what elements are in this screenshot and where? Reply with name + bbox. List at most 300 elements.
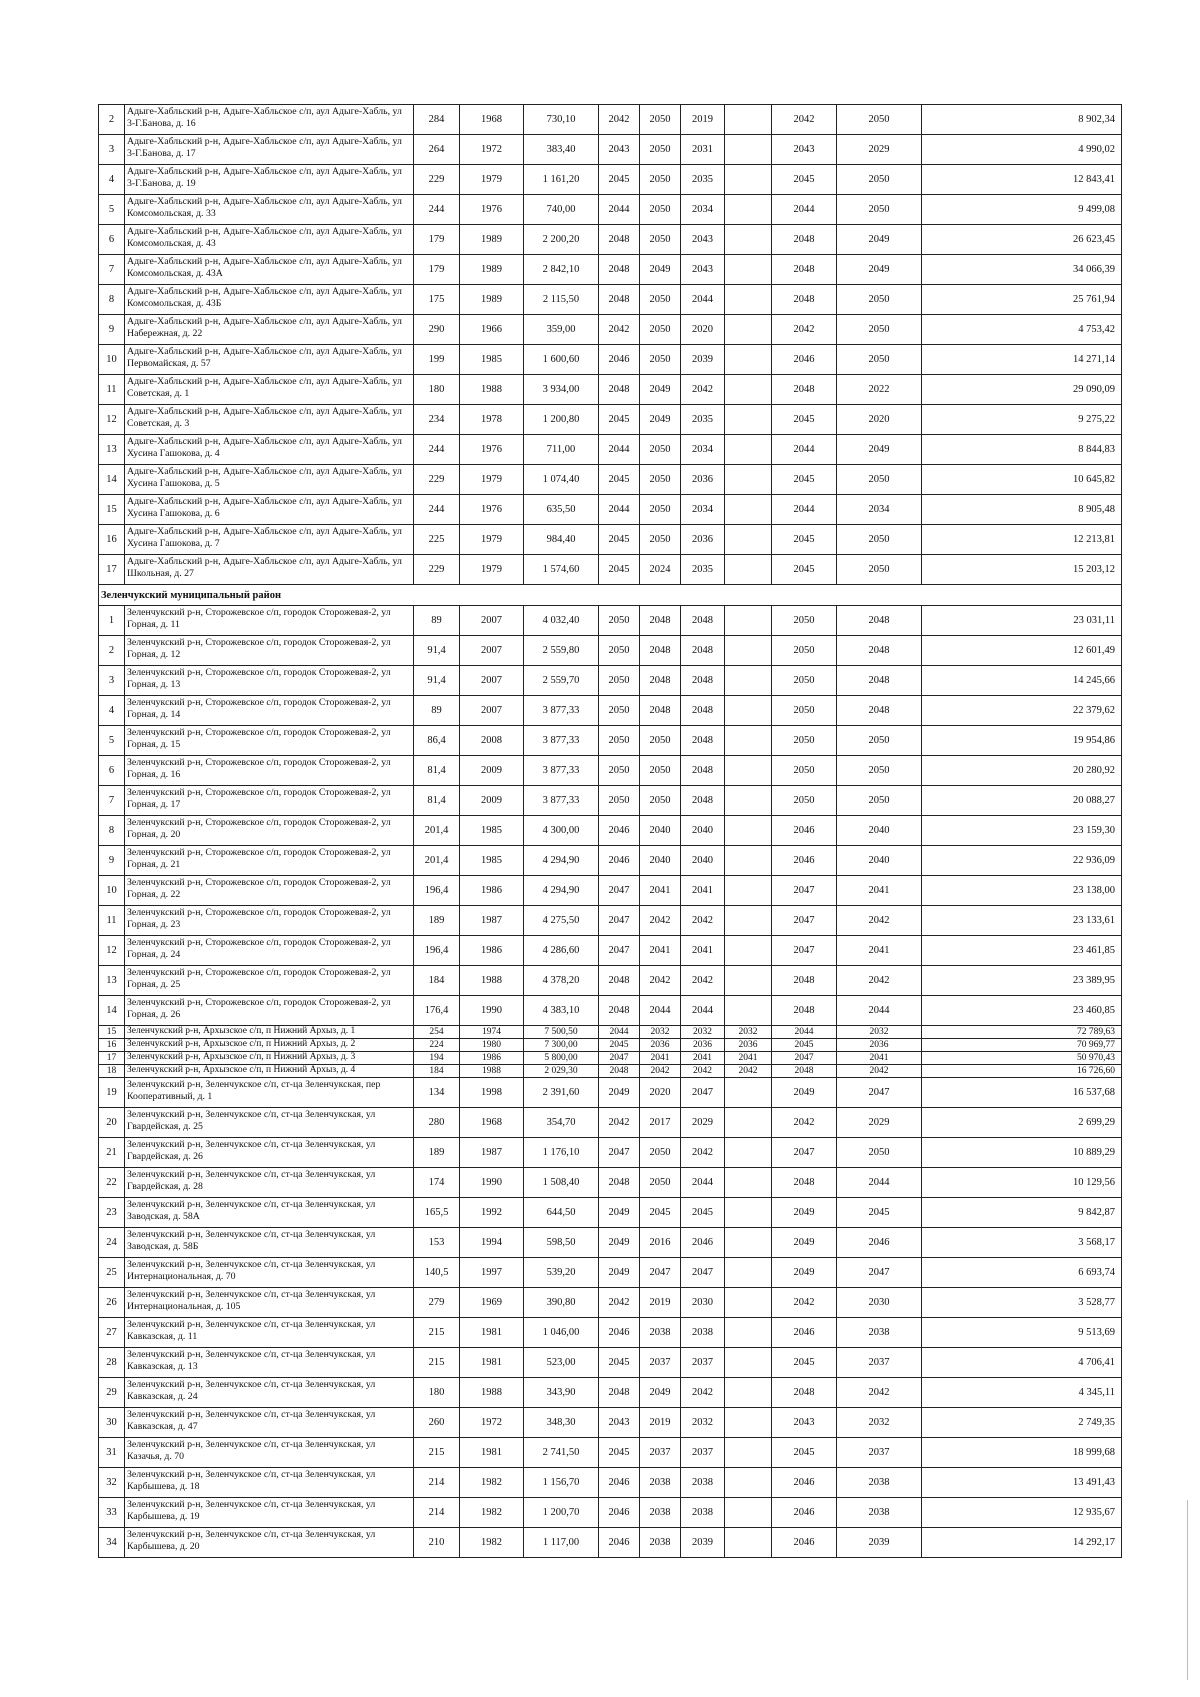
row-number-cell: 12	[99, 936, 125, 966]
row-number-cell: 32	[99, 1468, 125, 1498]
year-d-cell	[725, 876, 772, 906]
year-built-cell: 1976	[460, 195, 524, 225]
year-f-cell: 2050	[837, 525, 922, 555]
total-area-cell: 1 156,70	[524, 1468, 599, 1498]
total-area-cell: 2 391,60	[524, 1078, 599, 1108]
table-row	[99, 606, 1122, 636]
cost-cell: 22 379,62	[922, 696, 1122, 726]
year-e-cell: 2048	[772, 225, 837, 255]
total-area-cell: 1 508,40	[524, 1168, 599, 1198]
year-f-cell: 2041	[837, 1052, 922, 1065]
year-d-cell: 2041	[725, 1052, 772, 1065]
table-row	[99, 255, 1122, 285]
cost-cell: 18 999,68	[922, 1438, 1122, 1468]
year-c-cell: 2048	[681, 696, 725, 726]
area-cell: 179	[414, 255, 460, 285]
address-cell: Адыге-Хабльский р-н, Адыге-Хабльское с/п, аул Адыге-Хабль, ул Набережная, д. 22	[125, 315, 414, 345]
year-e-cell: 2042	[772, 105, 837, 135]
year-c-cell: 2040	[681, 846, 725, 876]
year-b-cell: 2050	[640, 1168, 681, 1198]
table-row	[99, 876, 1122, 906]
total-area-cell: 3 877,33	[524, 696, 599, 726]
total-area-cell: 7 300,00	[524, 1039, 599, 1052]
year-f-cell: 2050	[837, 726, 922, 756]
year-built-cell: 1987	[460, 906, 524, 936]
table-row	[99, 285, 1122, 315]
table-row	[99, 525, 1122, 555]
area-cell: 201,4	[414, 846, 460, 876]
row-number-cell: 3	[99, 135, 125, 165]
year-e-cell: 2045	[772, 525, 837, 555]
year-built-cell: 1990	[460, 1168, 524, 1198]
year-d-cell	[725, 1498, 772, 1528]
year-f-cell: 2020	[837, 405, 922, 435]
year-built-cell: 1998	[460, 1078, 524, 1108]
year-b-cell: 2050	[640, 786, 681, 816]
year-e-cell: 2045	[772, 1438, 837, 1468]
year-c-cell: 2031	[681, 135, 725, 165]
year-c-cell: 2030	[681, 1288, 725, 1318]
year-built-cell: 1976	[460, 435, 524, 465]
cost-cell: 6 693,74	[922, 1258, 1122, 1288]
year-e-cell: 2042	[772, 1288, 837, 1318]
year-e-cell: 2045	[772, 1348, 837, 1378]
year-c-cell: 2034	[681, 435, 725, 465]
cost-cell: 4 345,11	[922, 1378, 1122, 1408]
year-b-cell: 2040	[640, 846, 681, 876]
year-f-cell: 2038	[837, 1318, 922, 1348]
year-c-cell: 2035	[681, 165, 725, 195]
year-e-cell: 2045	[772, 1039, 837, 1052]
year-e-cell: 2047	[772, 936, 837, 966]
year-b-cell: 2042	[640, 966, 681, 996]
row-number-cell: 20	[99, 1108, 125, 1138]
year-b-cell: 2048	[640, 636, 681, 666]
address-cell: Зеленчукский р-н, Сторожевское с/п, городок Сторожевая-2, ул Горная, д. 14	[125, 696, 414, 726]
year-f-cell: 2047	[837, 1078, 922, 1108]
row-number-cell: 22	[99, 1168, 125, 1198]
year-a-cell: 2046	[599, 1498, 640, 1528]
year-b-cell: 2050	[640, 195, 681, 225]
year-b-cell: 2042	[640, 906, 681, 936]
year-e-cell: 2050	[772, 786, 837, 816]
cost-cell: 16 726,60	[922, 1065, 1122, 1078]
year-built-cell: 1982	[460, 1528, 524, 1558]
year-built-cell: 2007	[460, 666, 524, 696]
row-number-cell: 10	[99, 876, 125, 906]
year-e-cell: 2050	[772, 666, 837, 696]
year-built-cell: 1968	[460, 1108, 524, 1138]
year-built-cell: 1979	[460, 165, 524, 195]
year-a-cell: 2042	[599, 1288, 640, 1318]
year-b-cell: 2037	[640, 1438, 681, 1468]
year-d-cell	[725, 696, 772, 726]
total-area-cell: 2 115,50	[524, 285, 599, 315]
year-c-cell: 2019	[681, 105, 725, 135]
table-row	[99, 465, 1122, 495]
year-d-cell: 2032	[725, 1026, 772, 1039]
address-cell: Зеленчукский р-н, Сторожевское с/п, городок Сторожевая-2, ул Горная, д. 24	[125, 936, 414, 966]
table-row	[99, 1498, 1122, 1528]
row-number-cell: 4	[99, 165, 125, 195]
address-cell: Зеленчукский р-н, Сторожевское с/п, городок Сторожевая-2, ул Горная, д. 21	[125, 846, 414, 876]
year-d-cell	[725, 1258, 772, 1288]
year-f-cell: 2042	[837, 966, 922, 996]
year-c-cell: 2044	[681, 285, 725, 315]
cost-cell: 29 090,09	[922, 375, 1122, 405]
year-d-cell	[725, 495, 772, 525]
cost-cell: 23 031,11	[922, 606, 1122, 636]
year-e-cell: 2048	[772, 966, 837, 996]
year-a-cell: 2045	[599, 1039, 640, 1052]
area-cell: 254	[414, 1026, 460, 1039]
year-b-cell: 2050	[640, 285, 681, 315]
area-cell: 284	[414, 105, 460, 135]
year-b-cell: 2048	[640, 606, 681, 636]
area-cell: 153	[414, 1228, 460, 1258]
year-d-cell	[725, 1198, 772, 1228]
table-row	[99, 135, 1122, 165]
year-f-cell: 2044	[837, 1168, 922, 1198]
table-row	[99, 105, 1122, 135]
year-d-cell	[725, 786, 772, 816]
year-f-cell: 2050	[837, 315, 922, 345]
year-f-cell: 2048	[837, 696, 922, 726]
area-cell: 215	[414, 1348, 460, 1378]
year-a-cell: 2049	[599, 1198, 640, 1228]
total-area-cell: 4 383,10	[524, 996, 599, 1026]
year-f-cell: 2047	[837, 1258, 922, 1288]
area-cell: 214	[414, 1468, 460, 1498]
year-f-cell: 2050	[837, 195, 922, 225]
year-c-cell: 2043	[681, 225, 725, 255]
year-b-cell: 2050	[640, 756, 681, 786]
year-a-cell: 2043	[599, 1408, 640, 1438]
area-cell: 214	[414, 1498, 460, 1528]
year-c-cell: 2041	[681, 936, 725, 966]
year-b-cell: 2050	[640, 315, 681, 345]
year-d-cell	[725, 525, 772, 555]
year-c-cell: 2038	[681, 1498, 725, 1528]
year-d-cell	[725, 165, 772, 195]
area-cell: 225	[414, 525, 460, 555]
table-row	[99, 1378, 1122, 1408]
row-number-cell: 10	[99, 345, 125, 375]
year-a-cell: 2048	[599, 1168, 640, 1198]
year-a-cell: 2049	[599, 1078, 640, 1108]
cost-cell: 9 499,08	[922, 195, 1122, 225]
year-built-cell: 1986	[460, 876, 524, 906]
area-cell: 264	[414, 135, 460, 165]
total-area-cell: 343,90	[524, 1378, 599, 1408]
year-b-cell: 2038	[640, 1318, 681, 1348]
row-number-cell: 9	[99, 315, 125, 345]
total-area-cell: 2 741,50	[524, 1438, 599, 1468]
total-area-cell: 1 176,10	[524, 1138, 599, 1168]
area-cell: 91,4	[414, 666, 460, 696]
year-built-cell: 1968	[460, 105, 524, 135]
year-f-cell: 2032	[837, 1026, 922, 1039]
year-e-cell: 2049	[772, 1198, 837, 1228]
cost-cell: 8 905,48	[922, 495, 1122, 525]
total-area-cell: 711,00	[524, 435, 599, 465]
table-body-zelenchukskaya	[99, 1078, 1122, 1558]
year-a-cell: 2048	[599, 996, 640, 1026]
address-cell: Зеленчукский р-н, Зеленчукское с/п, ст-ца Зеленчукская, пер Кооперативный, д. 1	[125, 1078, 414, 1108]
year-built-cell: 1966	[460, 315, 524, 345]
area-cell: 229	[414, 165, 460, 195]
cost-cell: 12 935,67	[922, 1498, 1122, 1528]
year-d-cell	[725, 315, 772, 345]
table-body-arkhyz	[99, 1026, 1122, 1078]
row-number-cell: 7	[99, 786, 125, 816]
year-d-cell	[725, 285, 772, 315]
year-b-cell: 2019	[640, 1288, 681, 1318]
year-b-cell: 2041	[640, 936, 681, 966]
year-d-cell	[725, 816, 772, 846]
year-a-cell: 2050	[599, 666, 640, 696]
year-c-cell: 2043	[681, 255, 725, 285]
year-e-cell: 2048	[772, 1065, 837, 1078]
row-number-cell: 6	[99, 756, 125, 786]
year-c-cell: 2048	[681, 726, 725, 756]
year-b-cell: 2049	[640, 255, 681, 285]
table-row	[99, 1438, 1122, 1468]
address-cell: Адыге-Хабльский р-н, Адыге-Хабльское с/п, аул Адыге-Хабль, ул Школьная, д. 27	[125, 555, 414, 585]
year-c-cell: 2042	[681, 906, 725, 936]
area-cell: 244	[414, 195, 460, 225]
area-cell: 210	[414, 1528, 460, 1558]
area-cell: 184	[414, 1065, 460, 1078]
area-cell: 184	[414, 966, 460, 996]
table-row	[99, 966, 1122, 996]
address-cell: Адыге-Хабльский р-н, Адыге-Хабльское с/п, аул Адыге-Хабль, ул Хусина Гашокова, д. 6	[125, 495, 414, 525]
address-cell: Зеленчукский р-н, Сторожевское с/п, городок Сторожевая-2, ул Горная, д. 16	[125, 756, 414, 786]
total-area-cell: 1 200,70	[524, 1498, 599, 1528]
year-d-cell	[725, 1348, 772, 1378]
cost-cell: 22 936,09	[922, 846, 1122, 876]
year-b-cell: 2017	[640, 1108, 681, 1138]
year-e-cell: 2050	[772, 726, 837, 756]
address-cell: Зеленчукский р-н, Зеленчукское с/п, ст-ца Зеленчукская, ул Карбышева, д. 18	[125, 1468, 414, 1498]
year-b-cell: 2049	[640, 375, 681, 405]
total-area-cell: 4 032,40	[524, 606, 599, 636]
row-number-cell: 34	[99, 1528, 125, 1558]
year-a-cell: 2045	[599, 525, 640, 555]
year-a-cell: 2048	[599, 966, 640, 996]
year-a-cell: 2046	[599, 1528, 640, 1558]
year-b-cell: 2036	[640, 1039, 681, 1052]
cost-cell: 2 699,29	[922, 1108, 1122, 1138]
row-number-cell: 17	[99, 555, 125, 585]
year-built-cell: 1972	[460, 135, 524, 165]
year-a-cell: 2045	[599, 1348, 640, 1378]
row-number-cell: 15	[99, 495, 125, 525]
year-c-cell: 2038	[681, 1468, 725, 1498]
year-b-cell: 2049	[640, 1378, 681, 1408]
year-a-cell: 2044	[599, 1026, 640, 1039]
year-c-cell: 2035	[681, 555, 725, 585]
table-row	[99, 1348, 1122, 1378]
cost-cell: 12 601,49	[922, 636, 1122, 666]
table-row	[99, 375, 1122, 405]
address-cell: Зеленчукский р-н, Сторожевское с/п, городок Сторожевая-2, ул Горная, д. 25	[125, 966, 414, 996]
row-number-cell: 29	[99, 1378, 125, 1408]
year-c-cell: 2042	[681, 1138, 725, 1168]
table-row	[99, 756, 1122, 786]
year-a-cell: 2050	[599, 696, 640, 726]
address-cell: Зеленчукский р-н, Сторожевское с/п, городок Сторожевая-2, ул Горная, д. 23	[125, 906, 414, 936]
year-a-cell: 2047	[599, 876, 640, 906]
total-area-cell: 354,70	[524, 1108, 599, 1138]
row-number-cell: 26	[99, 1288, 125, 1318]
table-row	[99, 636, 1122, 666]
address-cell: Зеленчукский р-н, Зеленчукское с/п, ст-ца Зеленчукская, ул Карбышева, д. 19	[125, 1498, 414, 1528]
year-b-cell: 2042	[640, 1065, 681, 1078]
address-cell: Зеленчукский р-н, Сторожевское с/п, городок Сторожевая-2, ул Горная, д. 12	[125, 636, 414, 666]
table-row	[99, 225, 1122, 255]
total-area-cell: 1 161,20	[524, 165, 599, 195]
row-number-cell: 3	[99, 666, 125, 696]
table-row	[99, 1318, 1122, 1348]
table-row	[99, 1258, 1122, 1288]
cost-cell: 19 954,86	[922, 726, 1122, 756]
row-number-cell: 14	[99, 996, 125, 1026]
year-a-cell: 2046	[599, 345, 640, 375]
year-d-cell	[725, 966, 772, 996]
row-number-cell: 9	[99, 846, 125, 876]
year-d-cell	[725, 1288, 772, 1318]
year-f-cell: 2045	[837, 1198, 922, 1228]
year-built-cell: 1997	[460, 1258, 524, 1288]
total-area-cell: 7 500,50	[524, 1026, 599, 1039]
address-cell: Адыге-Хабльский р-н, Адыге-Хабльское с/п, аул Адыге-Хабль, ул Советская, д. 1	[125, 375, 414, 405]
year-d-cell	[725, 1408, 772, 1438]
area-cell: 89	[414, 606, 460, 636]
cost-cell: 50 970,43	[922, 1052, 1122, 1065]
year-built-cell: 1985	[460, 345, 524, 375]
year-built-cell: 1989	[460, 285, 524, 315]
year-f-cell: 2050	[837, 465, 922, 495]
year-built-cell: 1992	[460, 1198, 524, 1228]
cost-cell: 14 245,66	[922, 666, 1122, 696]
year-d-cell	[725, 105, 772, 135]
row-number-cell: 1	[99, 606, 125, 636]
total-area-cell: 4 300,00	[524, 816, 599, 846]
year-f-cell: 2049	[837, 255, 922, 285]
cost-cell: 15 203,12	[922, 555, 1122, 585]
year-built-cell: 1985	[460, 816, 524, 846]
table-row	[99, 555, 1122, 585]
year-d-cell	[725, 195, 772, 225]
housing-repair-table	[98, 104, 1122, 1558]
year-e-cell: 2045	[772, 405, 837, 435]
year-a-cell: 2048	[599, 225, 640, 255]
table-body-storozhevaya	[99, 606, 1122, 1026]
year-e-cell: 2045	[772, 555, 837, 585]
table-body-adyge-khabl	[99, 105, 1122, 585]
cost-cell: 4 706,41	[922, 1348, 1122, 1378]
year-d-cell	[725, 375, 772, 405]
year-b-cell: 2050	[640, 1138, 681, 1168]
year-built-cell: 1972	[460, 1408, 524, 1438]
year-built-cell: 1974	[460, 1026, 524, 1039]
year-b-cell: 2037	[640, 1348, 681, 1378]
year-f-cell: 2050	[837, 165, 922, 195]
section-row	[99, 585, 1122, 606]
year-f-cell: 2048	[837, 666, 922, 696]
year-d-cell	[725, 606, 772, 636]
year-b-cell: 2050	[640, 726, 681, 756]
area-cell: 189	[414, 1138, 460, 1168]
year-e-cell: 2047	[772, 876, 837, 906]
address-cell: Адыге-Хабльский р-н, Адыге-Хабльское с/п, аул Адыге-Хабль, ул Комсомольская, д. 43А	[125, 255, 414, 285]
area-cell: 244	[414, 495, 460, 525]
row-number-cell: 17	[99, 1052, 125, 1065]
year-b-cell: 2016	[640, 1228, 681, 1258]
total-area-cell: 2 559,70	[524, 666, 599, 696]
address-cell: Зеленчукский р-н, Зеленчукское с/п, ст-ца Зеленчукская, ул Гвардейская, д. 26	[125, 1138, 414, 1168]
year-b-cell: 2024	[640, 555, 681, 585]
year-built-cell: 1969	[460, 1288, 524, 1318]
area-cell: 290	[414, 315, 460, 345]
year-b-cell: 2020	[640, 1078, 681, 1108]
year-e-cell: 2049	[772, 1228, 837, 1258]
area-cell: 174	[414, 1168, 460, 1198]
year-built-cell: 1981	[460, 1348, 524, 1378]
area-cell: 229	[414, 465, 460, 495]
year-a-cell: 2050	[599, 786, 640, 816]
total-area-cell: 2 559,80	[524, 636, 599, 666]
year-a-cell: 2043	[599, 135, 640, 165]
year-built-cell: 1988	[460, 966, 524, 996]
year-c-cell: 2039	[681, 345, 725, 375]
row-number-cell: 16	[99, 1039, 125, 1052]
year-a-cell: 2045	[599, 465, 640, 495]
year-d-cell	[725, 666, 772, 696]
area-cell: 196,4	[414, 876, 460, 906]
address-cell: Зеленчукский р-н, Зеленчукское с/п, ст-ца Зеленчукская, ул Гвардейская, д. 25	[125, 1108, 414, 1138]
year-a-cell: 2050	[599, 726, 640, 756]
cost-cell: 12 843,41	[922, 165, 1122, 195]
total-area-cell: 4 275,50	[524, 906, 599, 936]
year-a-cell: 2044	[599, 495, 640, 525]
total-area-cell: 3 877,33	[524, 786, 599, 816]
row-number-cell: 8	[99, 816, 125, 846]
table-row	[99, 165, 1122, 195]
year-f-cell: 2050	[837, 555, 922, 585]
year-built-cell: 1982	[460, 1498, 524, 1528]
cost-cell: 70 969,77	[922, 1039, 1122, 1052]
year-d-cell	[725, 225, 772, 255]
year-d-cell	[725, 936, 772, 966]
total-area-cell: 1 200,80	[524, 405, 599, 435]
cost-cell: 72 789,63	[922, 1026, 1122, 1039]
year-built-cell: 2009	[460, 786, 524, 816]
row-number-cell: 23	[99, 1198, 125, 1228]
year-c-cell: 2020	[681, 315, 725, 345]
year-c-cell: 2034	[681, 195, 725, 225]
row-number-cell: 19	[99, 1078, 125, 1108]
year-b-cell: 2047	[640, 1258, 681, 1288]
table-row	[99, 1138, 1122, 1168]
year-built-cell: 2007	[460, 696, 524, 726]
year-e-cell: 2047	[772, 1138, 837, 1168]
year-a-cell: 2048	[599, 375, 640, 405]
cost-cell: 8 844,83	[922, 435, 1122, 465]
year-d-cell	[725, 846, 772, 876]
year-f-cell: 2042	[837, 1378, 922, 1408]
